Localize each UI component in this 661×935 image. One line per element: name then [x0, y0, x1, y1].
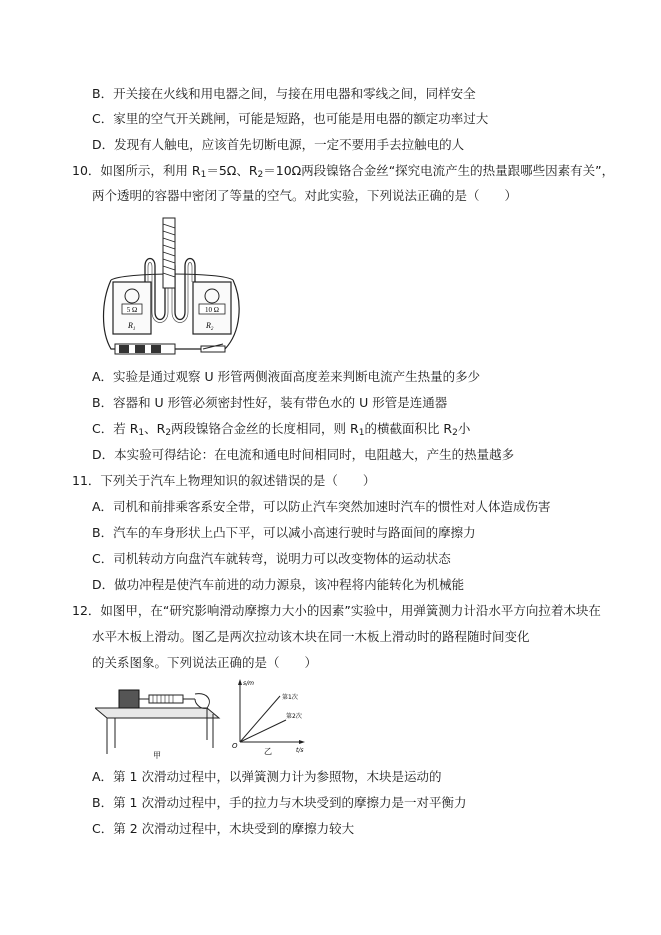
right-resistor-value: 10 Ω — [205, 306, 219, 314]
q11-option-d: D．做功冲程是使汽车前进的动力源泉，该冲程将内能转化为机械能 — [92, 577, 465, 592]
q11-option-b: B．汽车的车身形状上凸下平，可以减小高速行驶时与路面间的摩擦力 — [92, 525, 476, 540]
prev-option-d: D．发现有人触电，应该首先切断电源，一定不要用手去拉触电的人 — [92, 137, 465, 152]
prev-option-b: B．开关接在火线和用电器之间，与接在用电器和零线之间，同样安全 — [92, 86, 476, 101]
left-resistor-value: 5 Ω — [126, 306, 138, 314]
question-12-stem-line3: 的关系图象。下列说法正确的是（ ） — [92, 655, 318, 670]
question-12-stem-line2: 水平木板上滑动。图乙是两次拉动该木块在同一木板上滑动时的路程随时间变化 — [92, 629, 530, 644]
series-2-label: 第2次 — [286, 713, 302, 720]
question-12-stem-line1: 12．如图甲，在“研究影响滑动摩擦力大小的因素”实验中，用弹簧测力计沿水平方向拉着木块在 — [72, 603, 601, 618]
figure-yi-caption: 乙 — [264, 747, 272, 756]
right-resistor-label: $R_2$ — [206, 321, 214, 332]
q11-option-a: A．司机和前排乘客系安全带，可以防止汽车突然加速时汽车的惯性对人体造成伤害 — [92, 499, 551, 514]
q12-option-c: C．第 2 次滑动过程中，木块受到的摩擦力较大 — [92, 821, 355, 836]
q10-option-d: D．本实验可得结论：在电流和通电时间相同时，电阻越大，产生的热量越多 — [92, 447, 515, 462]
q10-option-c: C．若 $R_1$、$R_2$两段镍铬合金丝的长度相同，则 $R_1$的横截面积比 $R_2$小 — [92, 421, 471, 438]
q10-option-a: A．实验是通过观察 U 形管两侧液面高度差来判断电流产生热量的多少 — [92, 369, 481, 384]
origin-label: O — [232, 742, 238, 750]
q12-figure-jia — [95, 678, 223, 762]
q11-option-c: C．司机转动方向盘汽车就转弯，说明力可以改变物体的运动状态 — [92, 551, 451, 566]
q12-figure-yi-graph — [228, 676, 308, 762]
x-axis-label: t/s — [296, 747, 304, 754]
question-10-stem-line2: 两个透明的容器中密闭了等量的空气。对此实验，下列说法正确的是（ ） — [92, 188, 518, 203]
prev-option-c: C．家里的空气开关跳闸，可能是短路，也可能是用电器的额定功率过大 — [92, 111, 489, 126]
y-axis-label: s/m — [243, 680, 254, 687]
q12-option-a: A．第 1 次滑动过程中，以弹簧测力计为参照物，木块是运动的 — [92, 769, 442, 784]
left-resistor-label: $R_1$ — [128, 321, 136, 332]
q12-option-b: B．第 1 次滑动过程中，手的拉力与木块受到的摩擦力是一对平衡力 — [92, 795, 467, 810]
question-10-stem-line1: 10．如图所示，利用 $R_1=5\Omega$、$R_2=10\Omega$两段镍铬合金丝“探究电流产生的热量跟哪些因素有关”， — [72, 163, 615, 180]
figure-jia-caption: 甲 — [153, 751, 161, 760]
question-11-stem: 11．下列关于汽车上物理知识的叙述错误的是（ ） — [72, 473, 376, 488]
series-1-label: 第1次 — [282, 694, 298, 701]
q10-option-b: B．容器和 U 形管必须密封性好，装有带色水的 U 形管是连通器 — [92, 395, 448, 410]
q10-experiment-figure — [93, 212, 253, 364]
